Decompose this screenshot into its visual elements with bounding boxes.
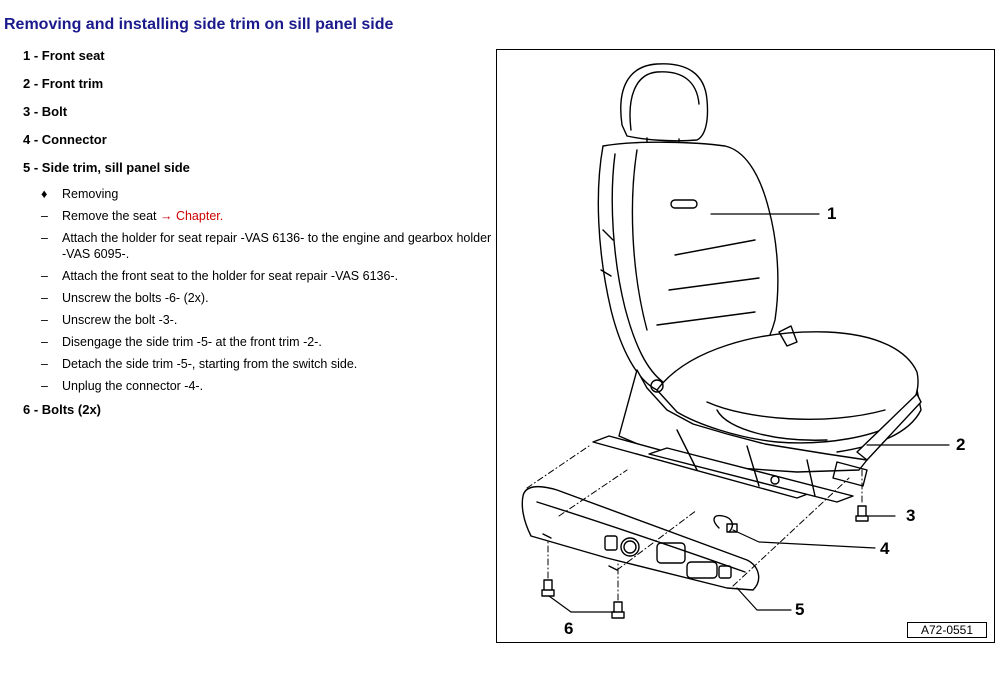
- procedure-steps: [23, 186, 493, 394]
- step-item: [23, 290, 493, 306]
- dash-bullet-icon: –: [41, 231, 48, 245]
- step-text: Unscrew the bolt -3-.: [62, 313, 178, 327]
- side-trim-shape: [522, 487, 758, 590]
- headrest-shape: [621, 64, 708, 148]
- connector-shape: [714, 516, 737, 532]
- step-item: [23, 208, 493, 224]
- part-item: 4 - Connector: [23, 132, 107, 147]
- dash-bullet-icon: –: [41, 357, 48, 371]
- step-item: [23, 312, 493, 328]
- step-text: Attach the front seat to the holder for seat repair -VAS 6136-.: [62, 269, 399, 283]
- diamond-bullet-icon: ♦: [41, 187, 48, 201]
- step-text: Unscrew the bolts -6- (2x).: [62, 291, 209, 305]
- callout-5: 5: [795, 600, 805, 619]
- step-item: [23, 334, 493, 350]
- step-item: [23, 268, 493, 284]
- dash-bullet-icon: –: [41, 269, 48, 283]
- callout-4: 4: [880, 539, 890, 558]
- step-text: Disengage the side trim -5- at the front trim -2-.: [62, 335, 322, 349]
- callout-1: 1: [827, 204, 837, 223]
- step-text: Remove the seat: [62, 209, 157, 223]
- callout-2: 2: [956, 435, 966, 454]
- callout-6: 6: [564, 619, 574, 638]
- callout-3: 3: [906, 506, 916, 525]
- seat-diagram-drawing: [497, 50, 994, 642]
- parts-list: [23, 46, 493, 428]
- seat-diagram-figure: [496, 49, 995, 643]
- part-item: 5 - Side trim, sill panel side: [23, 160, 190, 175]
- part-item: 3 - Bolt: [23, 104, 68, 119]
- part-item: 6 - Bolts (2x): [23, 402, 102, 417]
- step-text: Removing: [62, 187, 119, 201]
- dash-bullet-icon: –: [41, 335, 48, 349]
- part-item: 2 - Front trim: [23, 76, 104, 91]
- step-text: Unplug the connector -4-.: [62, 379, 204, 393]
- dash-bullet-icon: –: [41, 291, 48, 305]
- step-item: [23, 378, 493, 394]
- step-item: [23, 230, 493, 262]
- chapter-link[interactable]: → Chapter.: [159, 209, 224, 223]
- step-text: Detach the side trim -5-, starting from the switch side.: [62, 357, 358, 371]
- step-text: Attach the holder for seat repair -VAS 6136- to the engine and gearbox holder -VAS 6095-.: [62, 231, 492, 261]
- step-item: [23, 186, 493, 202]
- page-title: Removing and installing side trim on sill panel side: [4, 16, 394, 33]
- figure-code: A72-0551: [907, 622, 987, 638]
- step-item: [23, 356, 493, 372]
- dash-bullet-icon: –: [41, 379, 48, 393]
- dash-bullet-icon: –: [41, 209, 48, 223]
- part-item: 1 - Front seat: [23, 48, 105, 63]
- dash-bullet-icon: –: [41, 313, 48, 327]
